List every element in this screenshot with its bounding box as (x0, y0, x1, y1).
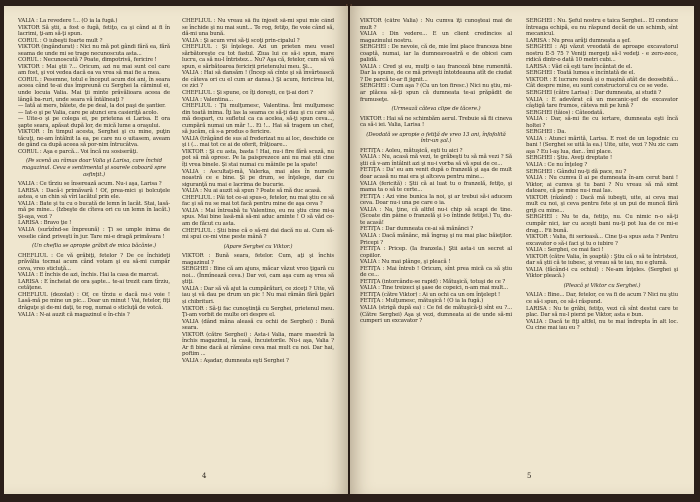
dialogue-line: VALIA : Dacă mănânc, mă îngraş şi nu mai plac băieţilor. Pricepi ? (360, 232, 512, 246)
dialogue-line: VALIA : Valentina... (182, 96, 233, 103)
dialogue-line: CHEFLIUL : Şi înţelege. Azi un prieten meu vesel sărbătoreşte cu tot fastul. Ziua lui ce să-i spun, mare lucru, ca să nu-l întristez... Nu? Aşa că, fetelor, cum să vă spun, e sărbătoarea fericirii prietenului meu. Şi... (182, 44, 334, 70)
dialogue-line: SERGHEI : Da. (526, 129, 566, 136)
dialogue-line: VALIA : Nu mai plânge, şi pleacă ! (360, 259, 451, 266)
dialogue-line: (Pe scenă au rămas doar Valia şi Larisa, care închid magazinul. Ceva e sentimental şi soarele coboară spre asfinţit.) (22, 158, 166, 178)
dialogue-line: VALIA : Aşadar, dumneata eşti Serghei ? (182, 357, 289, 364)
dialogue-line: VALIA (făcând-i cu ochiul) : Ne-am înţeles. (Serghei şi Viktor pleacă.) (526, 266, 678, 280)
dialogue-line: VIKTOR (râzând) : Dacă mă iubeşti, uite, ai ceva mai mult cu noi, şi ceva pentru fete și un pui de muncă fără griji cu mine... (526, 194, 678, 214)
dialogue-line: FETIŢA (intorcându-se rapid) : Mătuşică, totuşi de ce ? (360, 278, 506, 285)
dialogue-line: VALIA : Atunci mărită, Larisa. E rost de un logodnic cu bani ! (Serghei se uită la ea.) Uite, uite, vezi ? Nu zic cam aşa ? Eu l-aş lua, dar... îmi place. (526, 135, 678, 155)
dialogue-line: LARISA : Bravo ţie ! (18, 220, 72, 227)
dialogue-line: VALIA : Mai întreabă tu Valentino, eu nu ştiu cine mi-a spus. Mai bine lasă-mă să-mi aduc aminte ! O să văd ce-am de făcut cu asta. (182, 207, 334, 227)
left-page (4, 6, 348, 494)
right-page-number: 5 (527, 472, 532, 480)
dialogue-line: VALIA (surîzînd-se împreună) : Ţi se umple inima de veselie când priveşti în jur. Tare mi-e dragă primăvara ! (18, 226, 170, 240)
dialogue-line: VIKTOR (către Valia) : Nu cumva îţi cunoşteai mai de mult ? (360, 18, 512, 31)
left-page-column-2 (182, 18, 334, 473)
dialogue-line: FETIŢA : Mai întreb ! Oricum, sînt prea mică ca să ştiu de ce... (360, 265, 512, 279)
dialogue-line: SERGHEI : Nu te da, fetiţo, nu. Cu nimic n-o să-ţi cumpăr nici, iar cu aceşti bani nu-ţi pot lua de ce mi-e drag... Fii bună. (526, 214, 678, 234)
dialogue-line: SERGHEI (tăios) : Câteodată. (526, 109, 604, 116)
dialogue-line: FETIŢA : Aoleu, mătuşică, eşti tu aici ? (360, 147, 463, 154)
dialogue-line: CHEFLIUL : Şi spune, ce îţi doreşti, ce ţi-ai dori ? (182, 90, 313, 97)
dialogue-line: — Iată ai mers, băiete, de pe deal, la doi paşi de şantier. (18, 103, 166, 110)
dialogue-line: VALIA : Nu ai auzit să spun ? Poate să mă duc acasă. (182, 188, 322, 195)
left-page-number: 4 (202, 472, 207, 480)
dialogue-line: SERGHEI : Aţi văzut vreodată de aproape excavatorul nostru E-5 75 ? Veniţi mergeţi să-l vedeţi - e zero-zece, ridică dintr-o dată 10 metri cubi... (526, 44, 678, 64)
dialogue-line: VIKTOR Să ştii, a fost o fugă, fetiţo, ca şi când ai fi în lacrimi, ţi-am să-ţi spun. (18, 24, 170, 38)
dialogue-line: LARISA : Dacă-i primăvară ! Of, prea-mici şi bolcuţele astea, e un chin să vîri lacătul prin ele. (18, 187, 170, 201)
dialogue-line: VIKTOR : În timpul acesta, Serghei şi cu mine, puţin tăcuţi, ne-am întâlnit la ea, pe care nu o uitasem, aveam de gând ca după aceea să por-nim întrucâtva. (18, 129, 170, 149)
dialogue-line: VALIA : E adevărat că un mecanic-şef de excavator câştigă tare frumos, câteva mii pe lună ? (526, 96, 678, 110)
dialogue-line: (Deodată se apropie o fetiţă de vreo 13 ani, înfofolită într-un şal.) (366, 131, 506, 145)
dialogue-line: FETIŢA : Mulţumesc, mătuşică ! (O ia la fugă.) (360, 298, 484, 305)
dialogue-line: FETIŢA : Dar dumneata ce-ai să mănânci ? (360, 226, 474, 233)
dialogue-line: FETIŢA : Pricep. (Ia franzela.) Ştii asta-i un secret al copiilor. (360, 246, 512, 259)
dialogue-line: — Iat-o şi pe Valia, care pe atunci era casieriţă acolo. (18, 109, 158, 116)
dialogue-line: VALIA : Şi acum vrei să-ţi scoţi prin-cipalul ? (182, 37, 300, 44)
dialogue-line: VALIA : Din vedere... E un client credincios al magazinului nostru. (360, 31, 512, 44)
dialogue-line: VALIA : La revedere !... (O ia la fugă.) (18, 18, 118, 24)
dialogue-line: CHEFLIUL : Ştii bine că o să-mi dai dacă nu ai. Cum să-mi spui ce-mi vine peste mână ? (182, 227, 334, 241)
dialogue-line: VALIA : Dar să vă ajut la cumpărături, ce ziceţi ? Uite, vă iau şi vă dau pe drum un pic ! Nu mai rămân fără ţigări și chibrituri. (182, 285, 334, 305)
dialogue-line: (Un cheflia se apropie grăbit de mica băcănie.) (32, 243, 156, 250)
book-bottom-edge (0, 494, 700, 502)
dialogue-line: FETIŢA : Azi vine bunica la noi, şi ar trebui să-i aducem ceva. Doar nu-i una pe care o ia. (360, 193, 512, 207)
dialogue-line: — Uite-o şi pe colega ei, pe prietena ei Larisa. E ora şapte seara, apăsat după lor, de mică lume a oraşului. (18, 116, 170, 129)
dialogue-line: CHEFLIUL (dezolat) : Of, ce tîrziu e dacă nu-i voie ! Lasă-mă pe mine un pic... Doar un minut ! Vai, fetelor, fiţi drăguţe şi de-mi daţi, te rog, numai o sticluţă de votcă. (18, 291, 170, 311)
dialogue-line: VALIA : Nu, acasă mă vezi, te grăbeşti tu să mă vezi ? Să ştii că v-am întâlnit azi şi nu-i vorba să vă spui de ce... (360, 154, 512, 167)
dialogue-line: VALIA : N-ai auzit că magazinul e în-chis ? (18, 311, 130, 318)
dialogue-line: LARISA : Nu te grăbi, fetiţo, vezi că sînt destui care te plac. Dar să nu-l pierzi pe Viktor, asta e bun. (526, 305, 678, 319)
dialogue-line: VIKTOR : Mai ştii ?... Oricum, azi nu mai sunt cel care am fost, şi voi vedea dacă ea va vrea să mai fie a mea. (18, 63, 170, 77)
dialogue-line: VIKTOR : E lucrare nouă și o mașină atât de deosebită... Cât despre mine, eu sunt constructorul cu ce se vede. (526, 76, 678, 90)
dialogue-line: SERGHEI : De nevoie, că de, mie îmi place franceza bine coaptă, numai, iar la dumneavoastră e de obicei cam palidă. (360, 44, 512, 64)
dialogue-line: LARISA : E încheiat de ora şapte... te-ai trezit cam tîrziu, cetăţene. (18, 278, 170, 292)
dialogue-line: (Urmează câteva clipe de tăcere.) (391, 106, 481, 113)
dialogue-line: VALIA : Dar, să-mi fie cu iertare, dumneata eşti încă holtei ? (526, 116, 678, 129)
dialogue-line: SERGHEI : Bine că am ajuns, măcar văzut vreo ţigară cu noi... (Înmînează ceva.) Dar voi, cam aşa cum aş vrea să ştiţi. (182, 266, 334, 286)
dialogue-line: CHEFLIUL : Păi tot ce-ai spus-o, fetelor, nu mai ştiu ce să fac şi să nu se mai tot facă pentru mine de aşa ceva ? (182, 194, 334, 208)
dialogue-line: FETIŢA : Da' eu am venit după o franzelă şi aşa de mult doar acasă nu mai era şi altceva pentru mine... (360, 167, 512, 181)
dialogue-line: VALIA : Tine treizeci şi şase de copeici, n-am mai mult... (360, 285, 509, 292)
dialogue-line: VALIA : Serghei, ce mai faci ! (526, 247, 604, 254)
dialogue-line: VIKTOR : Valia, fii serioasă... Cine ţi-a spus asta ? Pentru excavator o să-i faci şi tu o iubire ? (526, 234, 678, 247)
dialogue-line: VALIA : Ascultaţi-mă, Valerka, mai ales în numele noastră ce e bine. Şi pe drum, se înţelege, dar cu siguranţă nu mai e lacrima de bucurie. (182, 168, 334, 188)
dialogue-line: VALIA : Ce nu înţeleg ? (526, 162, 588, 169)
dialogue-line: VIKTOR : Hai să ne schimbăm aerul. Trebuie să fii cineva ca să-i iei. Valia, Larisa ! (360, 115, 512, 129)
dialogue-line: LARISA : Văd că eşti tare încântat de el. (526, 63, 633, 70)
right-page-column-1 (360, 18, 512, 473)
dialogue-line: VALIA (dând mâna aleasă cu ochii de Serghei) : Bună seara. (182, 318, 334, 332)
left-page-column-1 (18, 18, 170, 473)
dialogue-line: (Pleacă şi Viktor cu Serghei.) (563, 282, 641, 289)
dialogue-line: VIKTOR (către Serghei) : Asta-i Valia, mare maestră la închis magazinul, la casă, încuietorile. Nu-i aşa, Valia ? Ar fi bine dacă ai rămâne ceva mai mult cu noi. Dar hai, poftim ... (182, 331, 334, 358)
dialogue-line: VALIA (fericită) : Ştii că ai luat tu o franzelă, fetiţo, şi mama ta o să te certe... (360, 180, 512, 194)
dialogue-line: CORUL : O iubeşti foarte mult ? (18, 37, 103, 44)
dialogue-line: VALIA : E închis de azi, închis. Hai la casa de marcat. (18, 272, 159, 279)
dialogue-line: VALIA : Ce tîrziu se înserează acum. Nu-i aşa, Larisa ? (18, 181, 162, 188)
dialogue-line: FETIŢA (către Viktor) : Ai un ochi ca un om înţelept ! (360, 291, 501, 298)
dialogue-line: VALIA : Nu cumva îl ai pe dumneata în-am cerut bani ! Viktor, ai cumva şi tu bani ? Nu vreau să mă simt datoare, că pe mine nu-i mai las. (526, 175, 678, 195)
dialogue-line: VALIA : Bate şi tu cu o bucată de lemn în lacăt. Stai, lasă-mă pe mine... (Izbeşte de cîteva ori cu un lemn în lacăt.) Şi-aşa, vezi ? (18, 200, 170, 220)
dialogue-line: VALIA : Cred şi eu, mulţi o iau franceză bine rumenită. Dar la spune, de ce mă priveşti întotdeauna atît de ciudat ? De parcă te-ar fi jignit... (360, 63, 512, 83)
dialogue-line: CORUL : Necunoscută ? Poate, dimpotrivă, fericire ! (18, 57, 157, 64)
dialogue-line: CORUL : Aşa e parcă... Voi încă nu sosiserăţi. (18, 148, 138, 155)
dialogue-line: VALIA : Hai să dansăm ! (Încep să cînte şi să învârtească de câteva ori cu el cum ar dansa.) Şi acum, fericirea lui, ce zici ? (182, 70, 334, 90)
dialogue-line: VALIA : Dacă te fiţi altfel, nu te mai îndrepta în alt loc. Cu cine mai iau eu ? (526, 318, 678, 332)
dialogue-line: (Apare Serghei cu Viktor.) (223, 243, 293, 250)
dialogue-line: VIKTOR (ingândurat) : Nici nu mă pot gândi fără ea, fără seama de unde mi se trage necunoscuta asta... (18, 44, 170, 57)
dialogue-line: SERGHEI : Toată lumea e încîntată de el. (526, 70, 635, 77)
dialogue-line: SERGHEI (către Larisa) : Dar dumneata, ai studii ? (526, 90, 661, 97)
dialogue-line: VALIA (strigă după ea) : Ce fel de mătuşică-ţi sînt eu ?... (Către Serghei) Aşa şi vezi, dumneata ai de unde să-mi cumperi un excavator ? (360, 304, 512, 325)
dialogue-line: SERGHEI : Cum aşa ? (Cu un ton firesc.) Nici nu ştiu, mi-ar plăcea să-ţi spun că dumneata te-ai prăpădit de frumuseţe. (360, 83, 512, 103)
dialogue-line: CORUL : Pesemne, totul e început acum doi ani, în seara aceea când te-ai dus împreună cu Serghei la căminul ei, unde locuia Valia. Mai ţii minte prăvălioara aceea de lângă ba-ruri, unde seara vă întâlneaţi ? (18, 76, 170, 103)
dialogue-line: VALIA : Bine... Dar, fetelor, ce va fi de acum ? Nici nu ştiu ce să-i spun, ce să-i răspund. (526, 292, 678, 305)
dialogue-line: VALIA (trăgând de sus al frederizat nu ai loc, deschide ce şi i (... mai tot ce ai de oferit, frăţioare... (182, 135, 334, 149)
right-page (350, 6, 694, 494)
dialogue-line: VIKTOR : Să-ţi fac cunoştinţă cu Serghei, prietenul meu. Ţi-am vorbit de multe ori despre el. (182, 305, 334, 319)
dialogue-line: SERGHEI : Ştiu. Aveţi dreptate ! (526, 155, 613, 162)
dialogue-line: CHEFLIUL : Ce vă grăbiţi, fetelor ? De ce închideţi prăvălia tocmai acum când votam şi eu să-mi cumpăr ceva, vreo sticluţă... (18, 252, 170, 272)
dialogue-line: VIKTOR (către Valia, în şoaptă) : Ştiu că o să te întristezi, dar să ştii că te iubesc, şi vreau să te iau, nu e glumă. (526, 253, 678, 267)
dialogue-line: VIKTOR : Bună seara, fetelor. Cum, aţi şi închis magazinul ? (182, 253, 334, 266)
dialogue-line: SERGHEI : Nu. Şeful nostru e taica Serghei... El conduce întreaga echipă, eu nu răspund decât de un schimb, sînt mecanicul. (526, 18, 678, 38)
dialogue-line: VIKTOR : Şi cu asta, basta ! Hai, nu-i fire fără scuză, nu pot să mă opresc. Pe la paisprezece ani nu mai știi cine îți vrea binele. Și stai numai cu mâinile pe la spate! (182, 148, 334, 169)
dialogue-line: CHEFLIUL : Ţii mulţumesc, Valentina. Îmi mulţumesc din toată inima. Îţi las la seama ce să-ţi dau şi cu care să mă despart, cu sufletul ca ca acelea, să-ţi spun ceva..., cumpără numai un măr !... Ei !... Hai să tragem un chef, să jucăm, că s-a produs o fericire. (182, 103, 334, 136)
dialogue-line: CHEFLIUL : Nu vreau să fiu înjosit să-mi spui mie când se închide şi nu mai sunt... Te rog, fetiţo, fie voie când să, dă-mi una bună. (182, 18, 334, 38)
dialogue-line: LARISA : Nu prea arăţi dumneata a şef. (526, 37, 631, 44)
dialogue-line: VALIA : Na, ţine, că altfel nu-i chip să scapi de tine. (Scoate din pâine o franzelă şi i-o întinde fetiţei.) Tu, du-te acasă! (360, 206, 512, 226)
dialogue-line: SERGHEI : Gândul nu-ţi dă pace, nu ? (526, 168, 627, 175)
right-page-column-2 (526, 18, 678, 473)
